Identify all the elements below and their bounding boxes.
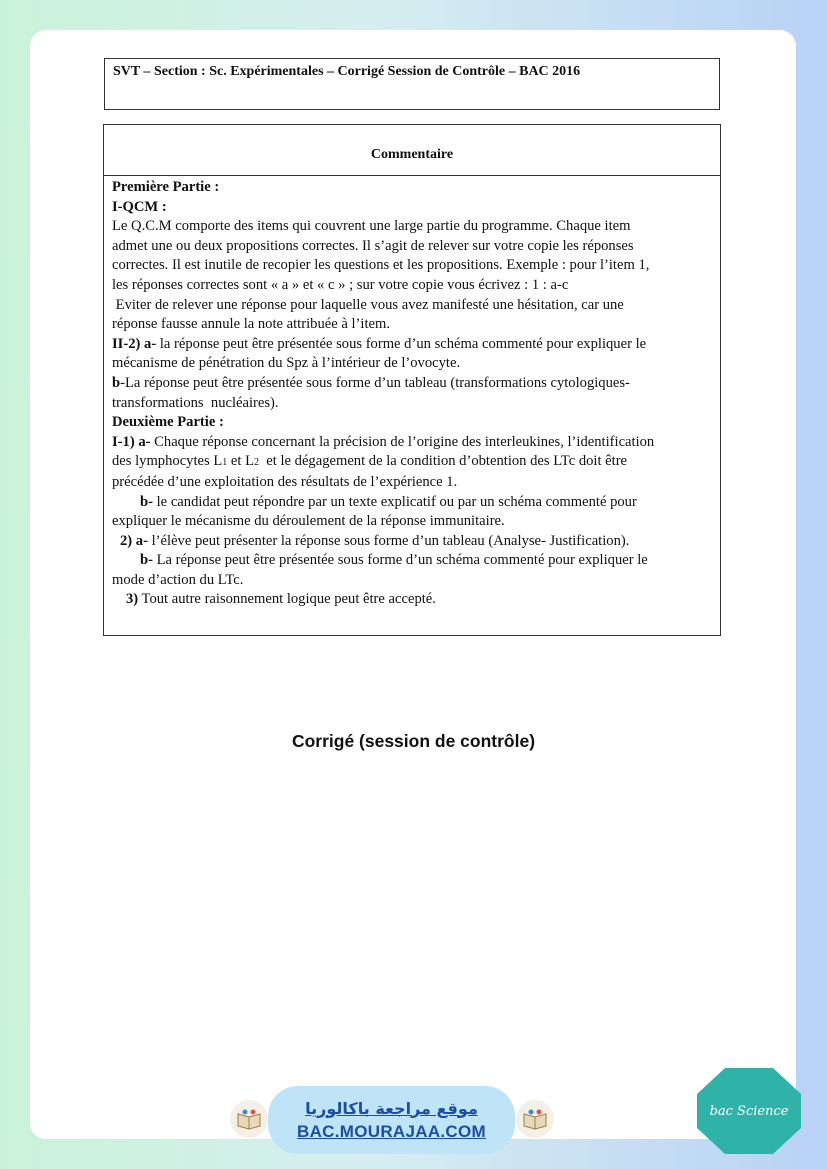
- badge-text: bac Science: [709, 1104, 789, 1119]
- i1b-line: expliquer le mécanisme du déroulement de la réponse immunitaire.: [112, 513, 505, 530]
- ii2a-label: II-2) a-: [112, 335, 157, 352]
- i1a-sub2: 2: [254, 457, 259, 469]
- q2b-line: mode d’action du LTc.: [112, 571, 244, 588]
- header-box: [104, 58, 720, 110]
- book-icon: [522, 1108, 548, 1130]
- commentaire-body: [104, 176, 720, 610]
- i1a-text-post: et le dégagement de la condition d’obtention des LTc doit être: [259, 453, 628, 470]
- i1a-paragraph: [112, 433, 712, 453]
- qcm-line: les réponses correctes sont « a » et « c » ; sur votre copie vous écrivez : 1 : a-c: [112, 276, 569, 293]
- ii2b-text: -La réponse peut être présentée sous forme d’un tableau (transformations cytologiques-: [120, 374, 630, 391]
- q2a-label: 2) a-: [120, 532, 148, 549]
- i1a-text: Chaque réponse concernant la précision de l’origine des interleukines, l’identification: [150, 433, 655, 450]
- book-icon: [236, 1108, 262, 1130]
- ii2b-label: b: [112, 374, 121, 391]
- q3-label: 3): [126, 591, 139, 608]
- footer-link-pill[interactable]: [268, 1086, 515, 1154]
- site-logo-right-icon: [516, 1100, 554, 1138]
- commentaire-heading: Commentaire: [370, 147, 454, 162]
- q2b-text: La réponse peut être présentée sous forme d’un schéma commenté pour expliquer le: [152, 552, 648, 569]
- i1a-label: I-1) a-: [112, 433, 151, 450]
- ii2a-paragraph: [112, 335, 712, 355]
- ii2b-paragraph: [112, 374, 712, 394]
- qcm-line: Eviter de relever une réponse pour laquelle vous avez manifesté une hésitation, car une: [112, 296, 624, 313]
- i1b-paragraph: [112, 493, 712, 513]
- footer-url[interactable]: BAC.MOURAJAA.COM: [297, 1121, 486, 1141]
- i1a-line: [112, 452, 712, 473]
- commentaire-heading-row: [104, 125, 720, 176]
- site-logo-left-icon: [230, 1100, 268, 1138]
- qcm-line: réponse fausse annule la note attribuée à l’item.: [112, 316, 390, 333]
- q2b-paragraph: [112, 551, 712, 571]
- q2a-text: l’élève peut présenter la réponse sous forme d’un tableau (Analyse- Justification).: [147, 532, 630, 549]
- i1b-text: le candidat peut répondre par un texte explicatif ou par un schéma commenté pour: [152, 493, 637, 510]
- qcm-line: Le Q.C.M comporte des items qui couvrent une large partie du programme. Chaque item: [112, 218, 631, 235]
- i1a-line: précédée d’une exploitation des résultats de l’expérience 1.: [112, 473, 458, 490]
- i1a-sub1: 1: [222, 457, 228, 469]
- q2a-paragraph: [112, 532, 712, 552]
- header-title: SVT – Section : Sc. Expérimentales – Corrigé Session de Contrôle – BAC 2016: [113, 64, 581, 79]
- corrige-caption: Corrigé (session de contrôle): [291, 731, 536, 751]
- commentaire-box: [103, 124, 721, 636]
- qcm-line: admet une ou deux propositions correctes. Il s’agit de relever sur votre copie les réponses: [112, 237, 634, 254]
- footer-arabic-title[interactable]: موقع مراجعة باكالوريا: [305, 1098, 478, 1118]
- premiere-partie-title: Première Partie :: [112, 179, 220, 195]
- qcm-line: correctes. Il est inutile de recopier les questions et les propositions. Exemple : pour l’item 1,: [112, 257, 650, 274]
- deuxieme-partie-title: Deuxième Partie :: [112, 414, 224, 431]
- qcm-title: I-QCM :: [112, 198, 167, 215]
- ii2a-text: la réponse peut être présentée sous forme d’un schéma commenté pour expliquer le: [156, 335, 647, 352]
- q3-text: Tout autre raisonnement logique peut être accepté.: [138, 591, 436, 608]
- q3-paragraph: [112, 590, 712, 610]
- q2b-label: b-: [140, 552, 153, 569]
- ii2a-line: mécanisme de pénétration du Spz à l’intérieur de l’ovocyte.: [112, 355, 461, 372]
- ii2b-line: transformations nucléaires).: [112, 394, 279, 411]
- i1a-text-pre: des lymphocytes L: [112, 453, 223, 470]
- i1b-label: b-: [140, 493, 153, 510]
- i1a-text-mid: et L: [227, 453, 254, 470]
- bac-science-badge-icon: [695, 1066, 803, 1156]
